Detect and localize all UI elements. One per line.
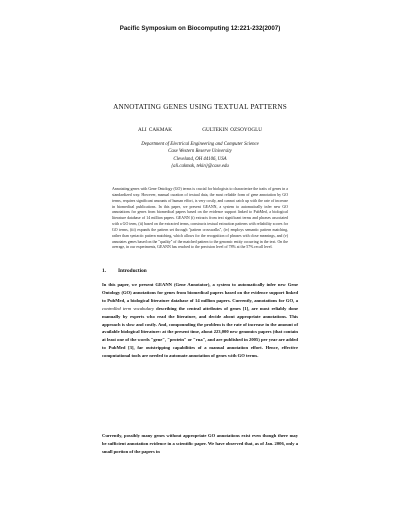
paper-title: ANNOTATING GENES USING TEXTUAL PATTERNS [113,103,287,111]
author-list [0,127,400,133]
author-name: ALI CAKMAK [137,127,172,133]
section-title: Introduction [117,268,147,274]
affiliation-email: {ali.cakmak, tekin}@case.edu [171,164,229,170]
section-number: 1. [102,268,106,274]
affiliation-block [0,141,400,171]
body-paragraph: Currently, possibly many genes without appropriate GO annotations exist even though there may be sufficient annotation evidence in a scientific paper. We have observed that, as of Jan. 2006, only a small portion of the papers in [102,433,298,454]
affiliation-city: Cleveland, OH 44106, USA [173,156,227,162]
paragraph-text: In this paper, we present GEANN (Gene Annotator), a system to automatically infer new Gene Ontology (GO) annotations for genes from biomedical papers based on the evidence support linked to PubMed, a biological literature database of 14 million papers. Currently, annotations for GO, a [102,282,298,303]
body-paragraph [102,281,298,360]
abstract-text: Annotating genes with Gene Ontology (GO) terms is crucial for biologists to characterize the traits of genes in a standardized way. However, manual curation of textual data, the most reliable form of gene annotation by GO terms, requires significant amounts of human effort, is very costly, and cannot catch up with the rate of increase in biomedical publications. In this paper, we present GEANN, a system to automatically infer new GO annotations for genes from biomedical papers based on the evidence support linked to PubMed, a biological literature database of 14 million papers. GEANN (i) extracts from text significant terms and phrases associated with a GO term, (ii) based on the extracted terms, constructs textual extraction patterns with reliability scores for GO terms, (iii) expands the pattern set through "pattern crosswalks", (iv) employs semantic pattern matching, rather than syntactic pattern matching, which allows for the recognition of phrases with close meanings, and (v) annotates genes based on the "quality" of the matched pattern to the genomic entity occurring in the text. On the average, in our experiments, GEANN has reached to the precision level of 78% at the 57% recall level. [112,187,288,250]
paragraph-emphasis: controlled term vocabulary [102,305,155,311]
section-heading [102,268,147,274]
affiliation-department: Department of Electrical Engineering and Computer Science [141,142,259,147]
author-name: GULTEKIN OZSOYOGLU [202,127,263,133]
running-header: Pacific Symposium on Biocomputing 12:221-232(2007) [119,25,281,32]
affiliation-university: Case Western Reserve University [168,149,232,155]
paragraph-text: describing the central attributes of genes [1], are most reliably done manually by experts who read the literature, and decide about appropriate annotations. This approach is slow and costly. And, compounding the problem is the rate of increase in the amount of available biological literature: at the present time, about 223,000 new genomics papers (that contain at least one of the words "gene", "protein" or "rna", and are published in 2005) per year are added to PubMed [3], far outstripping capabilities of a manual annotation effort. Hence, effective computational tools are needed to automate annotation of genes with GO terms. [102,305,299,359]
